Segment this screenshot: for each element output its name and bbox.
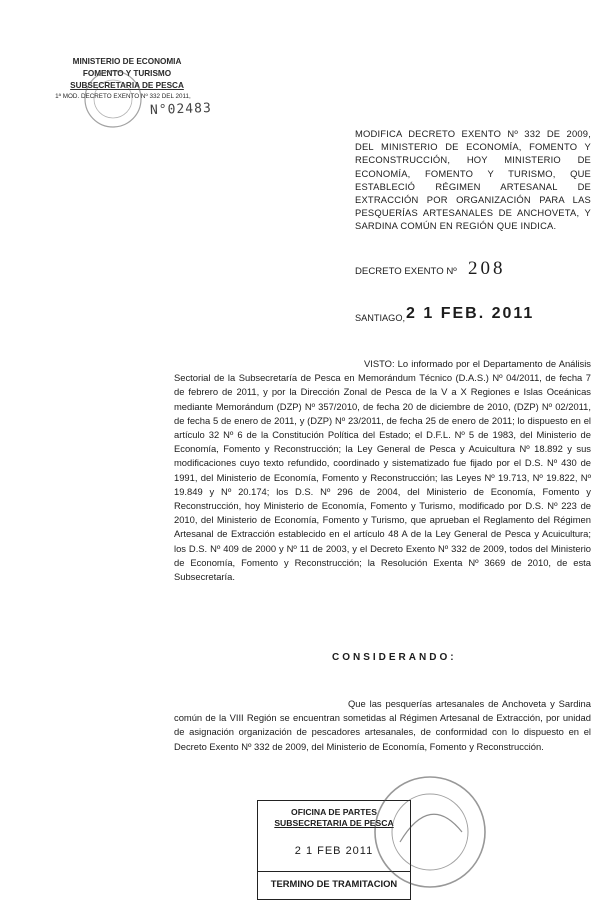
visto-paragraph: VISTO: Lo informado por el Departamento de Análisis Sectorial de la Subsecretaría de Pesca en Memorándum Técnico (D.A.S.) Nº 04/2011, de fecha 7 de febrero de 2011, y por la Dirección Zonal de Pesca de la V a X Regiones e Islas Oceánicas mediante Memorándum (DZP) Nº 357/2010, de fecha 20 de diciembre de 2010, (DZP) Nº 02/2011, de fecha 5 de enero de 2011, y (DZP) Nº 23/2011, de fecha 25 de enero de 2011; lo dispuesto en el artículo 32 Nº 6 de la Constitución Política del Estado; el D.F.L. Nº 5 de 1983, del Ministerio de Economía, Fomento y Reconstrucción; la Ley General de Pesca y Acuicultura Nº 18.892 y sus modificaciones cuyo texto refundido, coordinado y sistematizado fue fijado por el D.S. Nº 430 de 1991, del Ministerio de Economía, Fomento y Reconstrucción; las Leyes Nº 19.713, Nº 19.822, Nº 19.849 y Nº 20.174; los D.S. Nº 296 de 2004, del Ministerio de Economía, Fomento y Reconstrucción, hoy Ministerio de Economía, Fomento y Turismo, modificado por D.S. Nº 223 de 2010, del Ministerio de Economía, Fomento y Turismo, que aprueban el Reglamento del Régimen Artesanal de Extracción establecido en el artículo 48 A de la Ley General de Pesca y Acuicultura; los D.S. Nº 409 de 2000 y Nº 11 de 2003, y el Decreto Exento Nº 332 de 2009, todos del Ministerio de Economía, Fomento y Reconstrucción; la Resolución Exenta Nº 3669 de 2010, de esta Subsecretaría.	[174, 358, 591, 583]
ministry-line-1: MINISTERIO DE ECONOMIA	[72, 57, 182, 66]
santiago-label: SANTIAGO,	[355, 313, 406, 323]
ministry-line-4: 1ª MOD. DECRETO EXENTO Nº 332 DEL 2011,	[55, 93, 191, 100]
considerando-paragraph: Que las pesquerías artesanales de Anchoveta y Sardina común de la VIII Región se encuentran sometidas al Régimen Artesanal de Extracción, por unidad de asignación organización de pescadores artesanales, de conformidad con lo dispuesto en el Decreto Exento Nº 332 de 2009, del Ministerio de Economía, Fomento y Reconstrucción.	[174, 698, 591, 752]
considerando-heading: CONSIDERANDO:	[332, 652, 457, 663]
stamp-line-1: OFICINA DE PARTES	[291, 807, 377, 817]
document-subject: MODIFICA DECRETO EXENTO Nº 332 DE 2009, DEL MINISTERIO DE ECONOMÍA, FOMENTO Y RECONSTRUCCIÓN, HOY MINISTERIO DE ECONOMÍA, FOMENTO Y TURISMO, QUE ESTABLECIÓ RÉGIMEN ARTESANAL DE EXTRACCIÓN POR ORGANIZACIÓN PARA LAS PESQUERÍAS ARTESANALES DE ANCHOVETA, Y SARDINA COMÚN EN REGIÓN QUE INDICA.	[355, 128, 591, 232]
ministry-line-2: FOMENTO Y TURISMO	[82, 69, 172, 78]
stamp-line-2: SUBSECRETARIA DE PESCA	[274, 818, 394, 828]
stamp-date: 2 1 FEB 2011	[294, 845, 374, 857]
santiago-date: 2 1 FEB. 2011	[406, 305, 535, 322]
decreto-number: 208	[468, 258, 506, 279]
ministry-seal-stamp	[82, 68, 144, 130]
decreto-label: DECRETO EXENTO Nº	[355, 266, 457, 277]
stamp-footer: TERMINO DE TRAMITACION	[270, 878, 398, 889]
handwritten-number: N°02483	[149, 100, 213, 119]
round-seal-stamp	[370, 772, 490, 892]
ministry-line-3: SUBSECRETARIA DE PESCA	[70, 81, 184, 90]
